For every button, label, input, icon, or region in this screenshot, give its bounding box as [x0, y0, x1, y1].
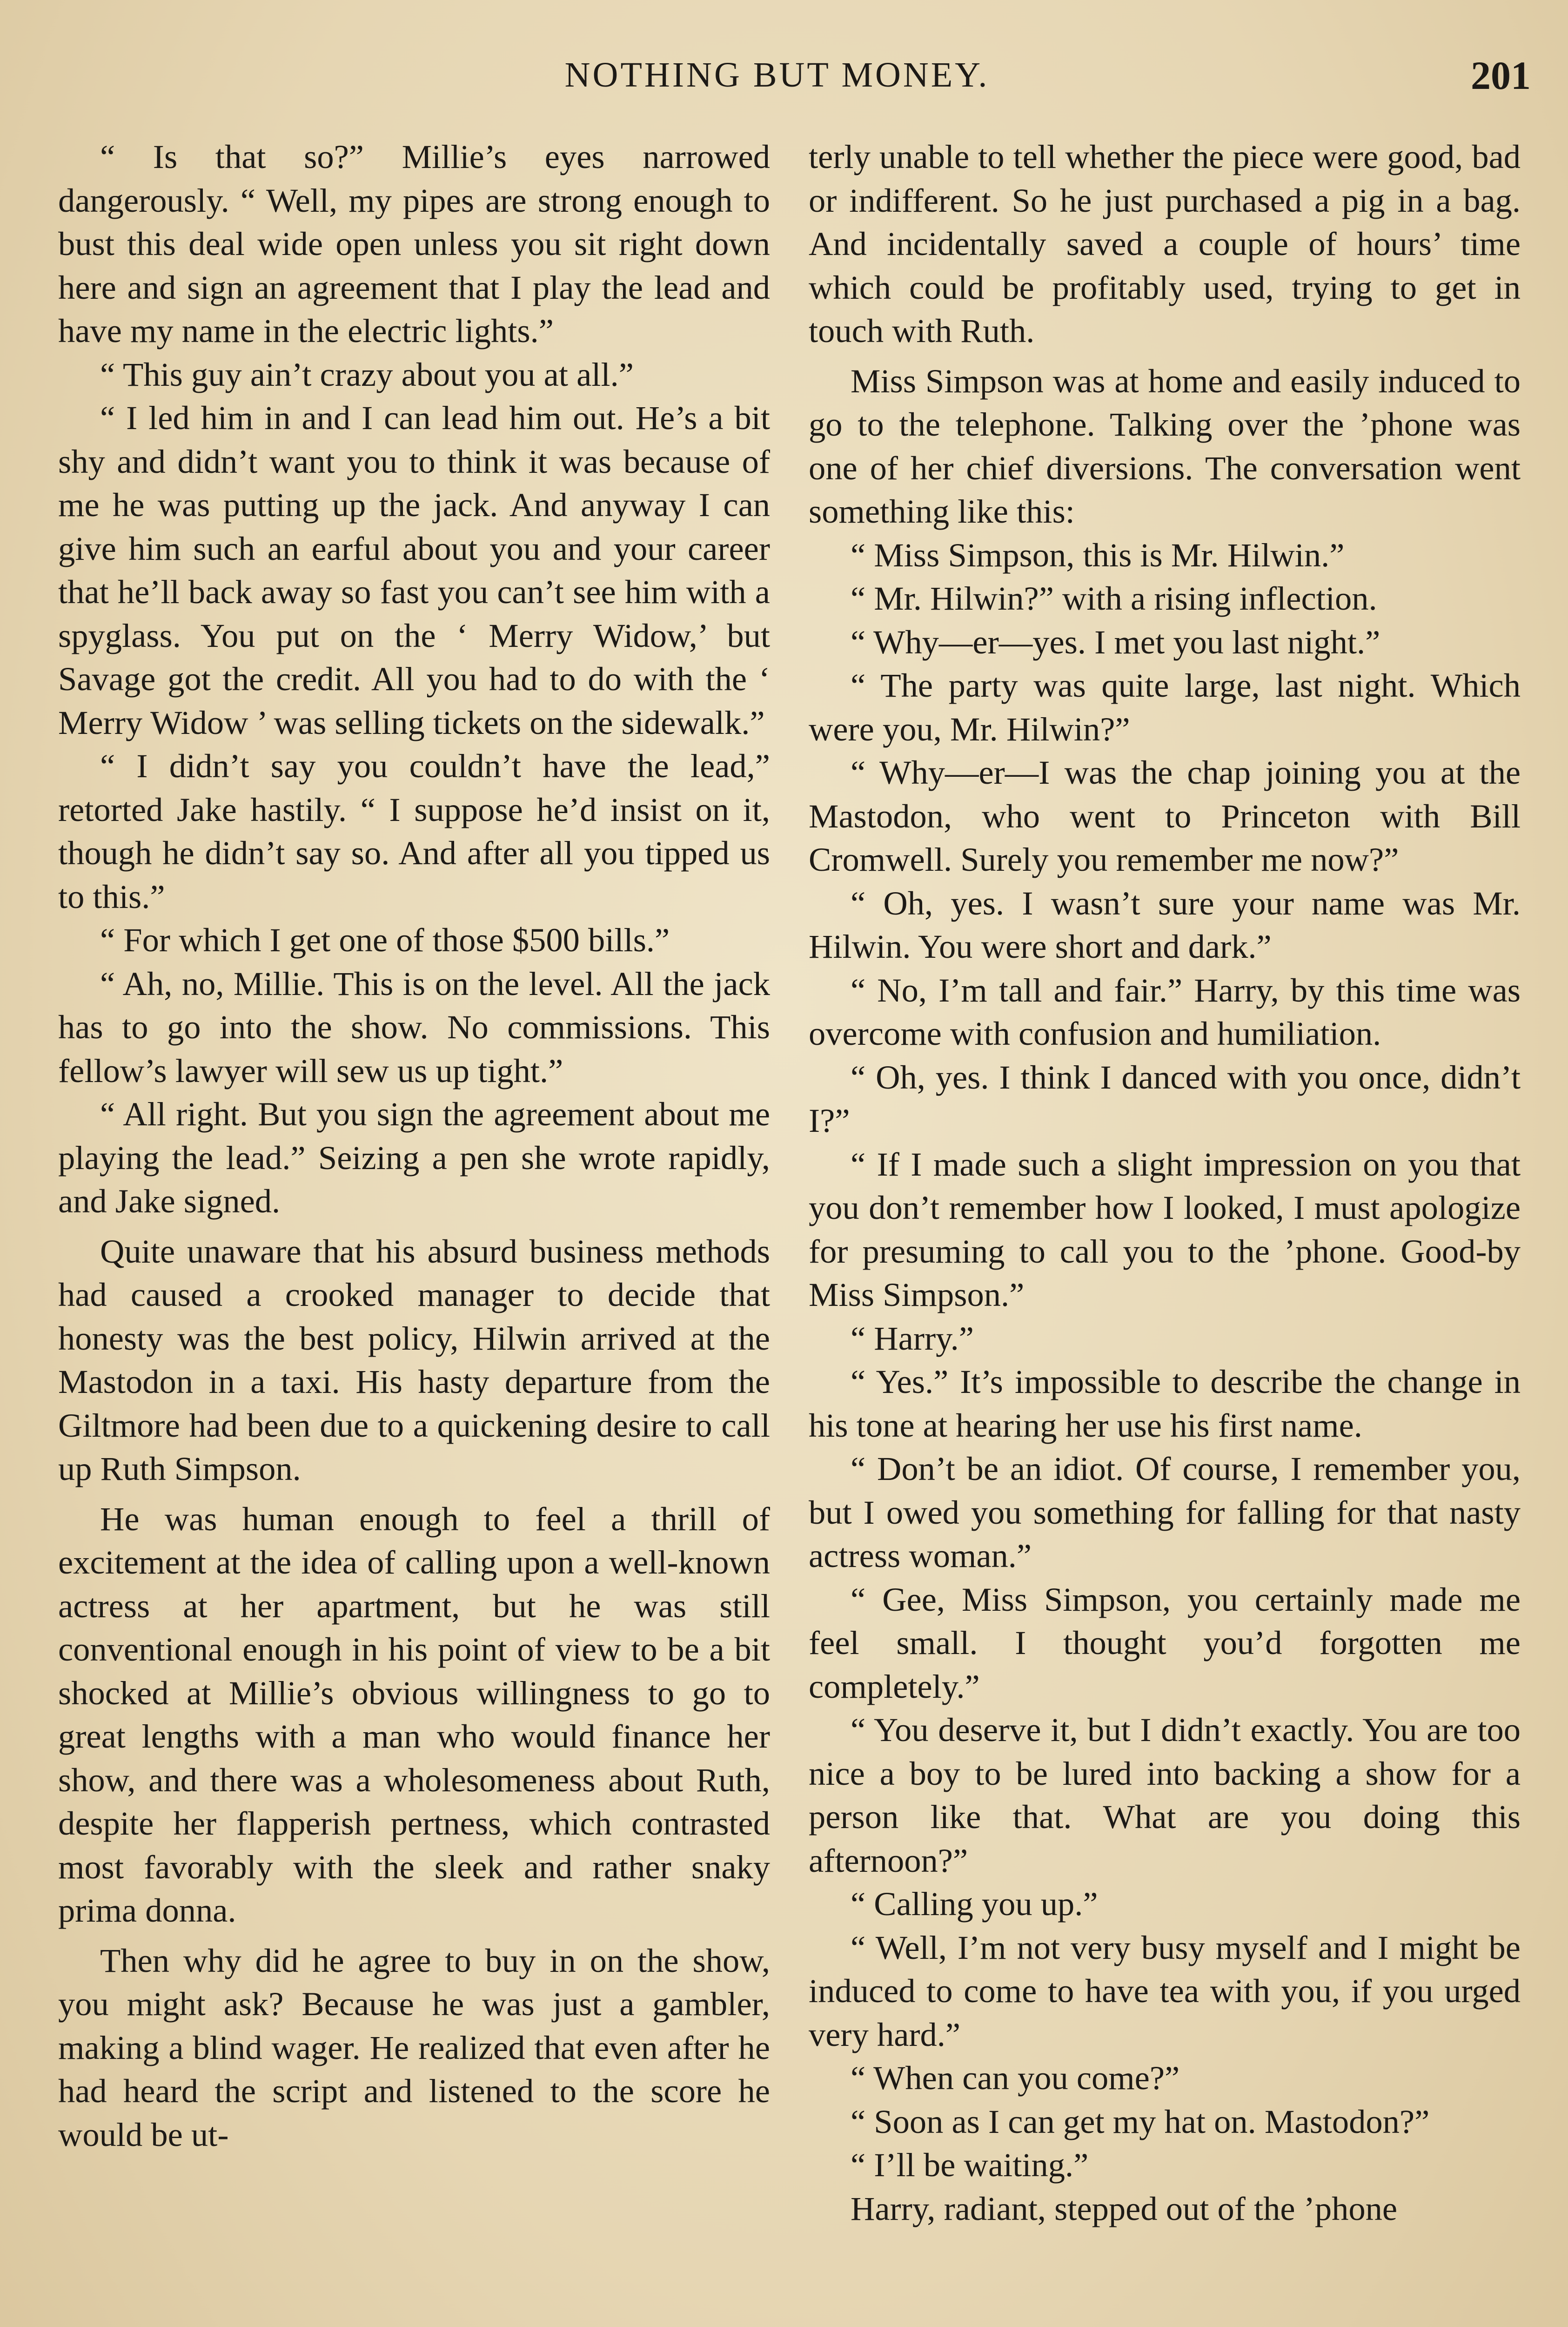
- paragraph: Quite unaware that his absurd business methods had caused a crooked manager to decide that honesty was the best policy, Hilwin arrived at the Mastodon in a taxi. His hasty departure from the Giltmore had been due to a quickening desire to call up Ruth Simpson.: [58, 1232, 770, 1487]
- paragraph: “ I led him in and I can lead him out. He’s a bit shy and didn’t want you to think it was because of me he was putting up the jack. And anyway I can give him such an earful about you and your career that he’ll back away so fast you can’t see him with a spyglass. You put on the ‘ Merry Widow,’ but Savage got the credit. All you had to do with the ‘ Merry Widow ’ was selling tickets on the sidewalk.”: [58, 399, 770, 741]
- paragraph: “ Harry.”: [851, 1319, 974, 1357]
- paragraph: “ Why—er—I was the chap joining you at the Mastodon, who went to Princeton with Bill Cromwell. Surely you remember me now?”: [809, 753, 1521, 878]
- paragraph: “ Yes.” It’s impossible to describe the change in his tone at hearing her use his first name.: [809, 1363, 1521, 1444]
- paragraph: Miss Simpson was at home and easily induced to go to the telephone. Talking over the ’phone was one of her chief diversions. The conversation went something like this:: [809, 362, 1521, 530]
- page-number: 201: [1471, 53, 1531, 98]
- paragraph: “ For which I get one of those $500 bills.”: [100, 921, 670, 959]
- paragraph: “ Don’t be an idiot. Of course, I remember you, but I owed you something for falling for that nasty actress woman.”: [809, 1450, 1521, 1574]
- paragraph: Then why did he agree to buy in on the show, you might ask? Because he was just a gambler, making a blind wager. He realized that even after he had heard the script and listened to the score he would be ut-: [58, 1941, 770, 2153]
- paragraph: “ Why—er—yes. I met you last night.”: [851, 623, 1380, 661]
- right-text-column: [809, 135, 1521, 2230]
- paragraph: “ This guy ain’t crazy about you at all.”: [100, 355, 634, 393]
- paragraph: “ Well, I’m not very busy myself and I might be induced to come to have tea with you, if you urged very hard.”: [809, 1928, 1521, 2053]
- paragraph: “ Miss Simpson, this is Mr. Hilwin.”: [851, 536, 1345, 574]
- paragraph: “ When can you come?”: [851, 2059, 1180, 2097]
- paragraph: “ The party was quite large, last night. Which were you, Mr. Hilwin?”: [809, 666, 1521, 748]
- paragraph: “ Calling you up.”: [851, 1885, 1098, 1923]
- paragraph: “ Oh, yes. I think I danced with you once, didn’t I?”: [809, 1058, 1521, 1139]
- paragraph: “ Soon as I can get my hat on. Mastodon?”: [851, 2102, 1430, 2140]
- paragraph: “ You deserve it, but I didn’t exactly. You are too nice a boy to be lured into backing a show for a person like that. What are you doing this afternoon?”: [809, 1711, 1521, 1879]
- paragraph: “ Mr. Hilwin?” with a rising inflection.: [851, 579, 1377, 617]
- page-header: [0, 0, 1568, 130]
- paragraph: Harry, radiant, stepped out of the ’phone: [851, 2189, 1398, 2227]
- left-text-column: [58, 135, 770, 2156]
- paragraph: “ Oh, yes. I wasn’t sure your name was Mr. Hilwin. You were short and dark.”: [809, 884, 1521, 965]
- paragraph: “ Is that so?” Millie’s eyes narrowed dangerously. “ Well, my pipes are strong enough to bust this deal wide open unless you sit right down here and sign an agreement that I play the lead and have my name in the electric lights.”: [58, 138, 770, 350]
- paragraph: “ All right. But you sign the agreement about me playing the lead.” Seizing a pen she wrote rapidly, and Jake signed.: [58, 1095, 770, 1220]
- paragraph: He was human enough to feel a thrill of excitement at the idea of calling upon a well-known actress at her apartment, but he was still conventional enough in his point of view to be a bit shocked at Millie’s obvious willingness to go to great lengths with a man who would finance her show, and there was a wholesomeness about Ruth, despite her flapperish pertness, which contrasted most favorably with the sleek and rather snaky prima donna.: [58, 1500, 770, 1929]
- paragraph: “ Gee, Miss Simpson, you certainly made me feel small. I thought you’d forgotten me completely.”: [809, 1580, 1521, 1705]
- paragraph: “ I didn’t say you couldn’t have the lead,” retorted Jake hastily. “ I suppose he’d insist on it, though he didn’t say so. And after all you tipped us to this.”: [58, 747, 770, 915]
- paragraph: “ I’ll be waiting.”: [851, 2146, 1089, 2184]
- paragraph: terly unable to tell whether the piece were good, bad or indifferent. So he just purchased a pig in a bag. And incidentally saved a couple of hours’ time which could be profitably used, trying to get in touch with Ruth.: [809, 138, 1521, 350]
- running-title: NOTHING BUT MONEY.: [564, 55, 990, 94]
- paragraph: “ If I made such a slight impression on you that you don’t remember how I looked, I must apologize for presuming to call you to the ’phone. Good-by Miss Simpson.”: [809, 1145, 1521, 1313]
- paragraph: “ No, I’m tall and fair.” Harry, by this time was overcome with confusion and humiliation.: [809, 971, 1521, 1052]
- paragraph: “ Ah, no, Millie. This is on the level. All the jack has to go into the show. No commissions. This fellow’s lawyer will sew us up tight.”: [58, 964, 770, 1090]
